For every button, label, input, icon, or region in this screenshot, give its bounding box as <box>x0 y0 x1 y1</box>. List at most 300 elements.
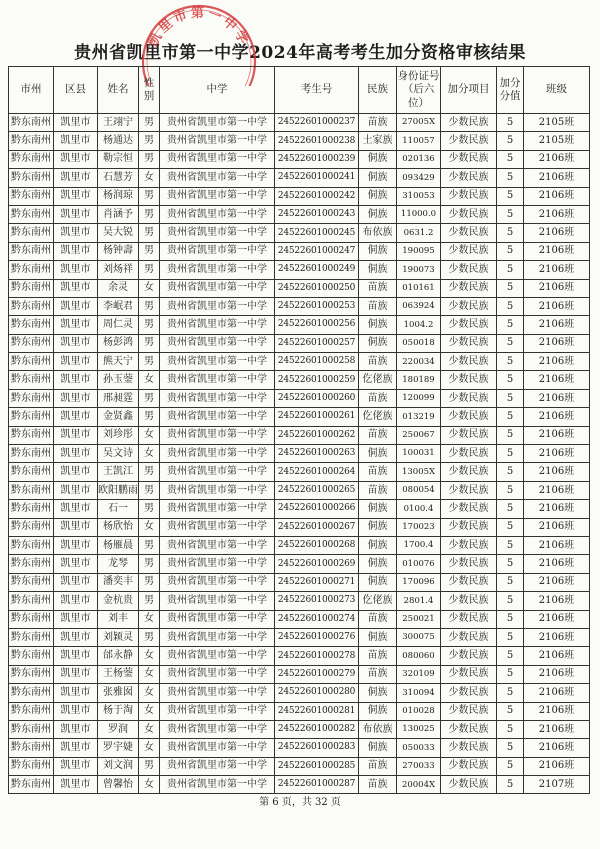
table-cell: 11000.0 <box>397 205 441 223</box>
table-cell: 侗族 <box>359 500 397 518</box>
table-cell: 24522601000274 <box>275 610 359 628</box>
table-row <box>9 408 590 426</box>
table-cell: 男 <box>139 187 160 205</box>
table-cell: 贵州省凯里市第一中学 <box>160 592 275 610</box>
table-cell: 侗族 <box>359 573 397 591</box>
table-cell: 黔东南州 <box>9 518 54 536</box>
table-cell: 少数民族 <box>441 389 497 407</box>
table-cell: 侗族 <box>359 445 397 463</box>
table-cell: 凯里市 <box>54 261 98 279</box>
table-cell: 5 <box>497 353 524 371</box>
table-cell: 黔东南州 <box>9 353 54 371</box>
table-cell: 少数民族 <box>441 334 497 352</box>
table-cell: 24522601000241 <box>275 169 359 187</box>
table-cell: 2106班 <box>524 371 590 389</box>
table-cell: 5 <box>497 261 524 279</box>
table-cell: 24522601000279 <box>275 665 359 683</box>
table-cell: 凯里市 <box>54 776 98 794</box>
table-cell: 少数民族 <box>441 739 497 757</box>
table-cell: 2106班 <box>524 610 590 628</box>
results-table <box>8 66 590 794</box>
table-cell: 贵州省凯里市第一中学 <box>160 500 275 518</box>
table-cell: 250021 <box>397 610 441 628</box>
table-cell: 苗族 <box>359 389 397 407</box>
table-cell: 女 <box>139 371 160 389</box>
table-cell: 黔东南州 <box>9 242 54 260</box>
table-cell: 24522601000263 <box>275 445 359 463</box>
table-cell: 罗润 <box>98 720 139 738</box>
table-row <box>9 242 590 260</box>
table-cell: 24522601000253 <box>275 297 359 315</box>
table-cell: 女 <box>139 610 160 628</box>
table-cell: 1700.4 <box>397 536 441 554</box>
table-cell: 凯里市 <box>54 463 98 481</box>
table-cell: 5 <box>497 150 524 168</box>
table-cell: 5 <box>497 187 524 205</box>
column-header: 性别 <box>139 67 160 114</box>
table-cell: 男 <box>139 114 160 132</box>
table-cell: 凯里市 <box>54 518 98 536</box>
table-cell: 2105班 <box>524 132 590 150</box>
table-cell: 凯里市 <box>54 500 98 518</box>
table-cell: 王杨蓥 <box>98 665 139 683</box>
table-cell: 布依族 <box>359 224 397 242</box>
table-cell: 凯里市 <box>54 665 98 683</box>
table-cell: 张雅囡 <box>98 684 139 702</box>
table-cell: 苗族 <box>359 279 397 297</box>
table-cell: 侗族 <box>359 628 397 646</box>
table-cell: 苗族 <box>359 426 397 444</box>
table-cell: 5 <box>497 316 524 334</box>
table-cell: 24522601000243 <box>275 205 359 223</box>
table-cell: 5 <box>497 132 524 150</box>
table-cell: 24522601000256 <box>275 316 359 334</box>
table-cell: 5 <box>497 720 524 738</box>
table-cell: 5 <box>497 757 524 775</box>
table-cell: 黔东南州 <box>9 371 54 389</box>
table-cell: 黔东南州 <box>9 684 54 702</box>
table-cell: 黔东南州 <box>9 573 54 591</box>
table-cell: 2106班 <box>524 187 590 205</box>
table-cell: 2106班 <box>524 279 590 297</box>
table-cell: 190073 <box>397 261 441 279</box>
table-cell: 少数民族 <box>441 114 497 132</box>
table-cell: 黔东南州 <box>9 205 54 223</box>
table-cell: 凯里市 <box>54 757 98 775</box>
table-cell: 2106班 <box>524 150 590 168</box>
table-cell: 2106班 <box>524 684 590 702</box>
table-cell: 仡佬族 <box>359 408 397 426</box>
table-cell: 凯里市 <box>54 408 98 426</box>
table-cell: 2106班 <box>524 334 590 352</box>
table-cell: 5 <box>497 481 524 499</box>
table-cell: 黔东南州 <box>9 463 54 481</box>
table-cell: 贵州省凯里市第一中学 <box>160 426 275 444</box>
table-row <box>9 757 590 775</box>
table-cell: 男 <box>139 500 160 518</box>
table-cell: 贵州省凯里市第一中学 <box>160 224 275 242</box>
table-cell: 龙琴 <box>98 555 139 573</box>
column-header: 考生号 <box>275 67 359 114</box>
table-cell: 凯里市 <box>54 592 98 610</box>
table-cell: 贵州省凯里市第一中学 <box>160 536 275 554</box>
table-cell: 250067 <box>397 426 441 444</box>
table-cell: 24522601000249 <box>275 261 359 279</box>
table-cell: 贵州省凯里市第一中学 <box>160 610 275 628</box>
table-cell: 贵州省凯里市第一中学 <box>160 481 275 499</box>
table-cell: 5 <box>497 536 524 554</box>
table-cell: 男 <box>139 297 160 315</box>
table-cell: 0100.4 <box>397 500 441 518</box>
table-cell: 苗族 <box>359 610 397 628</box>
table-row <box>9 316 590 334</box>
table-cell: 杨彭鸿 <box>98 334 139 352</box>
table-cell: 女 <box>139 702 160 720</box>
table-cell: 贵州省凯里市第一中学 <box>160 463 275 481</box>
table-cell: 24522601000281 <box>275 702 359 720</box>
table-cell: 24522601000258 <box>275 353 359 371</box>
table-cell: 侗族 <box>359 555 397 573</box>
table-row <box>9 555 590 573</box>
table-cell: 24522601000242 <box>275 187 359 205</box>
table-cell: 凯里市 <box>54 316 98 334</box>
table-cell: 5 <box>497 739 524 757</box>
table-cell: 2105班 <box>524 114 590 132</box>
table-cell: 24522601000280 <box>275 684 359 702</box>
table-cell: 黔东南州 <box>9 408 54 426</box>
table-cell: 5 <box>497 684 524 702</box>
table-cell: 2106班 <box>524 739 590 757</box>
table-cell: 少数民族 <box>441 592 497 610</box>
table-row <box>9 150 590 168</box>
table-cell: 2106班 <box>524 481 590 499</box>
table-cell: 侗族 <box>359 518 397 536</box>
table-cell: 凯里市 <box>54 242 98 260</box>
table-cell: 2106班 <box>524 665 590 683</box>
table-row <box>9 702 590 720</box>
table-cell: 男 <box>139 463 160 481</box>
table-cell: 肖涵予 <box>98 205 139 223</box>
table-cell: 男 <box>139 389 160 407</box>
table-row <box>9 445 590 463</box>
table-cell: 24522601000250 <box>275 279 359 297</box>
table-cell: 2106班 <box>524 500 590 518</box>
table-cell: 凯里市 <box>54 371 98 389</box>
table-cell: 少数民族 <box>441 353 497 371</box>
table-cell: 5 <box>497 647 524 665</box>
table-cell: 女 <box>139 279 160 297</box>
table-cell: 5 <box>497 500 524 518</box>
table-cell: 24522601000265 <box>275 481 359 499</box>
table-cell: 13005X <box>397 463 441 481</box>
table-cell: 黔东南州 <box>9 702 54 720</box>
table-cell: 黔东南州 <box>9 592 54 610</box>
table-row <box>9 261 590 279</box>
table-cell: 080060 <box>397 647 441 665</box>
table-cell: 24522601000238 <box>275 132 359 150</box>
table-cell: 少数民族 <box>441 371 497 389</box>
table-cell: 黔东南州 <box>9 261 54 279</box>
table-row <box>9 187 590 205</box>
table-row <box>9 573 590 591</box>
table-cell: 石一 <box>98 500 139 518</box>
table-cell: 少数民族 <box>441 481 497 499</box>
table-cell: 土家族 <box>359 132 397 150</box>
table-cell: 5 <box>497 205 524 223</box>
table-cell: 贵州省凯里市第一中学 <box>160 518 275 536</box>
table-cell: 王凯江 <box>98 463 139 481</box>
table-cell: 邢昶霆 <box>98 389 139 407</box>
table-cell: 少数民族 <box>441 297 497 315</box>
table-cell: 欧阳鹏雨 <box>98 481 139 499</box>
table-cell: 少数民族 <box>441 610 497 628</box>
table-cell: 侗族 <box>359 702 397 720</box>
table-cell: 2106班 <box>524 169 590 187</box>
table-cell: 2106班 <box>524 353 590 371</box>
table-cell: 少数民族 <box>441 702 497 720</box>
table-cell: 黔东南州 <box>9 536 54 554</box>
table-cell: 2106班 <box>524 242 590 260</box>
table-cell: 5 <box>497 426 524 444</box>
table-cell: 5 <box>497 224 524 242</box>
table-cell: 贵州省凯里市第一中学 <box>160 389 275 407</box>
table-cell: 010076 <box>397 555 441 573</box>
table-cell: 013219 <box>397 408 441 426</box>
table-cell: 黔东南州 <box>9 426 54 444</box>
table-cell: 063924 <box>397 297 441 315</box>
table-cell: 贵州省凯里市第一中学 <box>160 114 275 132</box>
table-cell: 少数民族 <box>441 187 497 205</box>
table-cell: 熊天宁 <box>98 353 139 371</box>
table-cell: 110057 <box>397 132 441 150</box>
table-cell: 贵州省凯里市第一中学 <box>160 132 275 150</box>
table-cell: 周仁灵 <box>98 316 139 334</box>
table-cell: 少数民族 <box>441 536 497 554</box>
table-cell: 曾馨怡 <box>98 776 139 794</box>
table-cell: 凯里市 <box>54 150 98 168</box>
table-cell: 男 <box>139 205 160 223</box>
table-cell: 凯里市 <box>54 279 98 297</box>
table-cell: 女 <box>139 647 160 665</box>
table-cell: 2106班 <box>524 592 590 610</box>
table-cell: 2106班 <box>524 426 590 444</box>
table-cell: 黔东南州 <box>9 150 54 168</box>
table-cell: 24522601000257 <box>275 334 359 352</box>
table-cell: 少数民族 <box>441 555 497 573</box>
table-cell: 男 <box>139 224 160 242</box>
table-cell: 侗族 <box>359 316 397 334</box>
table-cell: 余灵 <box>98 279 139 297</box>
table-cell: 贵州省凯里市第一中学 <box>160 316 275 334</box>
table-cell: 2106班 <box>524 297 590 315</box>
table-cell: 0631.2 <box>397 224 441 242</box>
table-cell: 5 <box>497 776 524 794</box>
table-cell: 贵州省凯里市第一中学 <box>160 242 275 260</box>
table-cell: 24522601000285 <box>275 757 359 775</box>
table-cell: 凯里市 <box>54 536 98 554</box>
table-cell: 黔东南州 <box>9 647 54 665</box>
table-cell: 贵州省凯里市第一中学 <box>160 776 275 794</box>
table-cell: 少数民族 <box>441 757 497 775</box>
table-cell: 男 <box>139 150 160 168</box>
table-cell: 2106班 <box>524 518 590 536</box>
table-cell: 010028 <box>397 702 441 720</box>
column-header: 班级 <box>524 67 590 114</box>
table-row <box>9 536 590 554</box>
table-cell: 贵州省凯里市第一中学 <box>160 408 275 426</box>
table-cell: 24522601000262 <box>275 426 359 444</box>
table-cell: 杨通达 <box>98 132 139 150</box>
table-cell: 凯里市 <box>54 205 98 223</box>
table-cell: 王翊宁 <box>98 114 139 132</box>
table-cell: 5 <box>497 334 524 352</box>
table-cell: 男 <box>139 408 160 426</box>
table-cell: 孙玉蓥 <box>98 371 139 389</box>
table-cell: 黔东南州 <box>9 316 54 334</box>
table-cell: 女 <box>139 518 160 536</box>
table-cell: 310053 <box>397 187 441 205</box>
table-cell: 5 <box>497 610 524 628</box>
table-row <box>9 518 590 536</box>
column-header: 民族 <box>359 67 397 114</box>
table-cell: 少数民族 <box>441 445 497 463</box>
table-cell: 20004X <box>397 776 441 794</box>
table-cell: 300075 <box>397 628 441 646</box>
table-cell: 黔东南州 <box>9 297 54 315</box>
table-cell: 黔东南州 <box>9 279 54 297</box>
table-cell: 侗族 <box>359 536 397 554</box>
table-cell: 2801.4 <box>397 592 441 610</box>
table-row <box>9 592 590 610</box>
table-cell: 黔东南州 <box>9 757 54 775</box>
table-row <box>9 297 590 315</box>
table-cell: 凯里市 <box>54 647 98 665</box>
table-cell: 凯里市 <box>54 426 98 444</box>
table-cell: 5 <box>497 665 524 683</box>
table-cell: 男 <box>139 334 160 352</box>
table-cell: 男 <box>139 132 160 150</box>
table-cell: 贵州省凯里市第一中学 <box>160 739 275 757</box>
table-cell: 2106班 <box>524 205 590 223</box>
table-cell: 黔东南州 <box>9 114 54 132</box>
table-row <box>9 353 590 371</box>
table-cell: 黔东南州 <box>9 739 54 757</box>
table-row <box>9 665 590 683</box>
table-cell: 苗族 <box>359 481 397 499</box>
table-cell: 24522601000276 <box>275 628 359 646</box>
table-cell: 凯里市 <box>54 297 98 315</box>
table-cell: 310094 <box>397 684 441 702</box>
table-cell: 男 <box>139 481 160 499</box>
table-cell: 少数民族 <box>441 684 497 702</box>
table-row <box>9 720 590 738</box>
table-cell: 2106班 <box>524 720 590 738</box>
table-cell: 男 <box>139 757 160 775</box>
table-cell: 黔东南州 <box>9 665 54 683</box>
table-cell: 男 <box>139 555 160 573</box>
table-cell: 凯里市 <box>54 610 98 628</box>
table-row <box>9 776 590 794</box>
table-cell: 贵州省凯里市第一中学 <box>160 628 275 646</box>
table-cell: 24522601000282 <box>275 720 359 738</box>
table-cell: 5 <box>497 389 524 407</box>
table-cell: 贵州省凯里市第一中学 <box>160 371 275 389</box>
table-cell: 凯里市 <box>54 132 98 150</box>
table-cell: 刘文润 <box>98 757 139 775</box>
table-cell: 2106班 <box>524 647 590 665</box>
table-cell: 少数民族 <box>441 224 497 242</box>
table-cell: 杨润琼 <box>98 187 139 205</box>
table-cell: 贵州省凯里市第一中学 <box>160 150 275 168</box>
table-cell: 勒宗恒 <box>98 150 139 168</box>
column-header: 身份证号（后六位） <box>397 67 441 114</box>
table-cell: 凯里市 <box>54 389 98 407</box>
table-cell: 5 <box>497 628 524 646</box>
table-cell: 凯里市 <box>54 445 98 463</box>
table-cell: 2106班 <box>524 316 590 334</box>
table-row <box>9 169 590 187</box>
table-row <box>9 739 590 757</box>
table-row <box>9 647 590 665</box>
table-cell: 苗族 <box>359 757 397 775</box>
table-cell: 黔东南州 <box>9 169 54 187</box>
table-cell: 2107班 <box>524 776 590 794</box>
table-row <box>9 628 590 646</box>
table-cell: 凯里市 <box>54 353 98 371</box>
table-cell: 少数民族 <box>441 150 497 168</box>
table-cell: 2106班 <box>524 628 590 646</box>
table-cell: 男 <box>139 592 160 610</box>
table-cell: 李岷君 <box>98 297 139 315</box>
table-cell: 贵州省凯里市第一中学 <box>160 702 275 720</box>
table-cell: 5 <box>497 573 524 591</box>
table-cell: 凯里市 <box>54 187 98 205</box>
table-cell: 女 <box>139 665 160 683</box>
table-cell: 贵州省凯里市第一中学 <box>160 757 275 775</box>
table-cell: 黔东南州 <box>9 445 54 463</box>
table-cell: 080054 <box>397 481 441 499</box>
table-row <box>9 132 590 150</box>
table-row <box>9 500 590 518</box>
table-cell: 黔东南州 <box>9 628 54 646</box>
table-cell: 侗族 <box>359 261 397 279</box>
table-cell: 黔东南州 <box>9 389 54 407</box>
table-cell: 少数民族 <box>441 408 497 426</box>
table-cell: 少数民族 <box>441 279 497 297</box>
table-cell: 男 <box>139 242 160 260</box>
table-row <box>9 463 590 481</box>
page-title: 贵州省凯里市第一中学2024年高考考生加分资格审核结果 <box>74 43 526 63</box>
table-cell: 凯里市 <box>54 684 98 702</box>
table-cell: 5 <box>497 555 524 573</box>
table-cell: 刘炀祥 <box>98 261 139 279</box>
table-row <box>9 684 590 702</box>
table-cell: 邰永静 <box>98 647 139 665</box>
table-cell: 5 <box>497 518 524 536</box>
table-cell: 2106班 <box>524 463 590 481</box>
table-cell: 侗族 <box>359 205 397 223</box>
column-header: 加分分值 <box>497 67 524 114</box>
table-cell: 24522601000259 <box>275 371 359 389</box>
table-cell: 罗宇婕 <box>98 739 139 757</box>
table-row <box>9 224 590 242</box>
table-cell: 凯里市 <box>54 334 98 352</box>
table-cell: 2106班 <box>524 389 590 407</box>
table-cell: 130025 <box>397 720 441 738</box>
table-cell: 24522601000239 <box>275 150 359 168</box>
table-cell: 5 <box>497 445 524 463</box>
table-cell: 刘颖灵 <box>98 628 139 646</box>
